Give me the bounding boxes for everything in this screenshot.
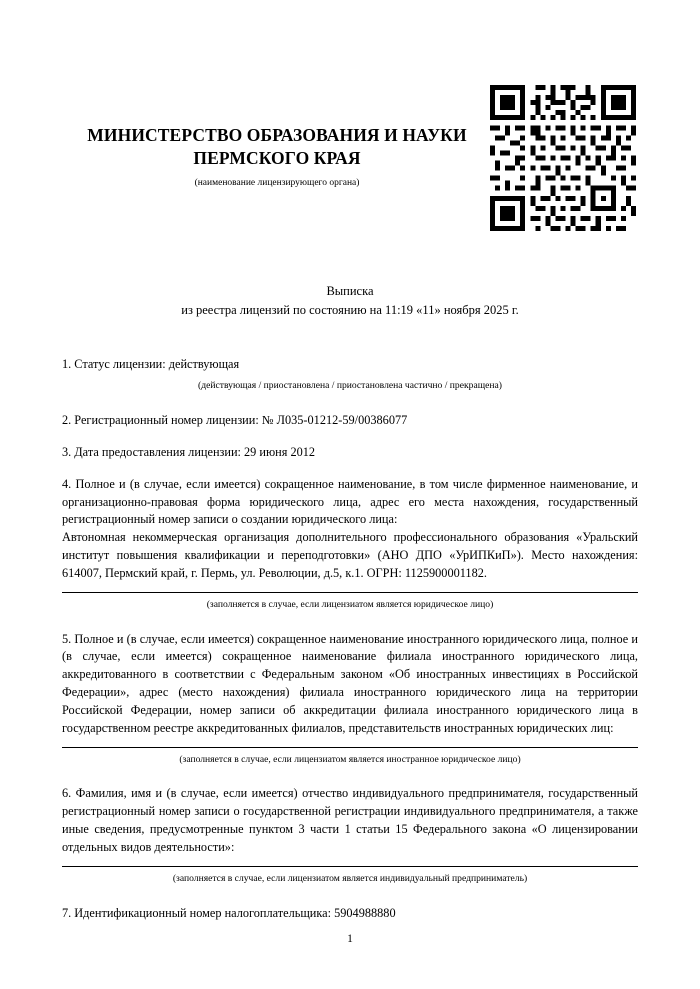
- item-registration-number-text: 2. Регистрационный номер лицензии: № Л035-01212-59/00386077: [62, 413, 408, 428]
- issuing-authority-line1: МИНИСТЕРСТВО ОБРАЗОВАНИЯ И НАУКИ: [87, 125, 467, 145]
- divider: [62, 866, 638, 867]
- item-legal-entity: [62, 476, 638, 612]
- item-registration-number: [62, 412, 638, 430]
- divider: [62, 747, 638, 748]
- item-foreign-entity-note: (заполняется в случае, если лицензиатом является иностранное юридическое лицо): [179, 753, 521, 765]
- item-foreign-entity-text: 5. Полное и (в случае, если имеется) сокращенное наименование иностранного юридического лица, полное и (в случае, если имеется) сокращенное наименование филиала иностранного юридического лица, аккредитованного в соответствии с Федеральным законом «Об иностранных инвестициях в Российской Федерации», адрес (место нахождения) филиала иностранного юридического лица на территории Российской Федерации, номер записи об аккредитации филиала иностранного юридического лица в государственном реестре аккредитованных филиалов, представительств иностранных юридических лиц:: [62, 631, 638, 735]
- item-status-note: (действующая / приостановлена / приостановлена частично / прекращена): [198, 380, 502, 392]
- item-issue-date-text: 3. Дата предоставления лицензии: 29 июня 2012: [62, 444, 316, 459]
- document-body: [62, 356, 638, 922]
- item-foreign-entity: [62, 631, 638, 767]
- item-status-text: 1. Статус лицензии: действующая: [62, 357, 240, 372]
- item-status: [62, 356, 638, 393]
- item-legal-entity-text: 4. Полное и (в случае, если имеется) сокращенное наименование, в том числе фирменное наименование, и организационно-правовая форма юридического лица, адрес его места нахождения, государственный регистрационный номер записи о создании юридического лица:: [62, 476, 638, 527]
- issuing-authority-caption: (наименование лицензирующего органа): [194, 178, 360, 189]
- document-header: [62, 124, 492, 190]
- qr-code-icon: [490, 85, 636, 231]
- item-taxpayer-number: [62, 905, 638, 923]
- item-legal-entity-note: (заполняется в случае, если лицензиатом является юридическое лицо): [206, 598, 494, 610]
- item-taxpayer-number-text: 7. Идентификационный номер налогоплательщика: 5904988880: [62, 905, 396, 920]
- divider: [62, 592, 638, 593]
- document-title-line2: из реестра лицензий по состоянию на 11:19 «11» ноября 2025 г.: [181, 302, 519, 317]
- page-number: 1: [347, 933, 353, 945]
- document-title-line1: Выписка: [326, 283, 374, 298]
- item-individual-entrepreneur-text: 6. Фамилия, имя и (в случае, если имеется) отчество индивидуального предпринимателя, государственный регистрационный номер записи о государственной регистрации индивидуального предпринимателя, а также иные сведения, предусмотренные пунктом 3 части 1 статьи 15 Федерального закона «О лицензировании отдельных видов деятельности»:: [62, 786, 638, 854]
- issuing-authority: [62, 124, 492, 170]
- item-individual-entrepreneur: [62, 785, 638, 885]
- item-legal-entity-value: Автономная некоммерческая организация дополнительного профессионального образования «Уральский институт повышения квалификации и переподготовки» (АНО ДПО «УрИПКиП»). Место нахождения: 614007, Пермский край, г. Пермь, ул. Революции, д.5, к.1. ОГРН: 1125900001182.: [62, 530, 638, 580]
- issuing-authority-line2: ПЕРМСКОГО КРАЯ: [193, 148, 361, 169]
- document-title: [62, 282, 638, 321]
- item-individual-entrepreneur-note: (заполняется в случае, если лицензиатом является индивидуальный предприниматель): [172, 872, 528, 884]
- item-issue-date: [62, 444, 638, 462]
